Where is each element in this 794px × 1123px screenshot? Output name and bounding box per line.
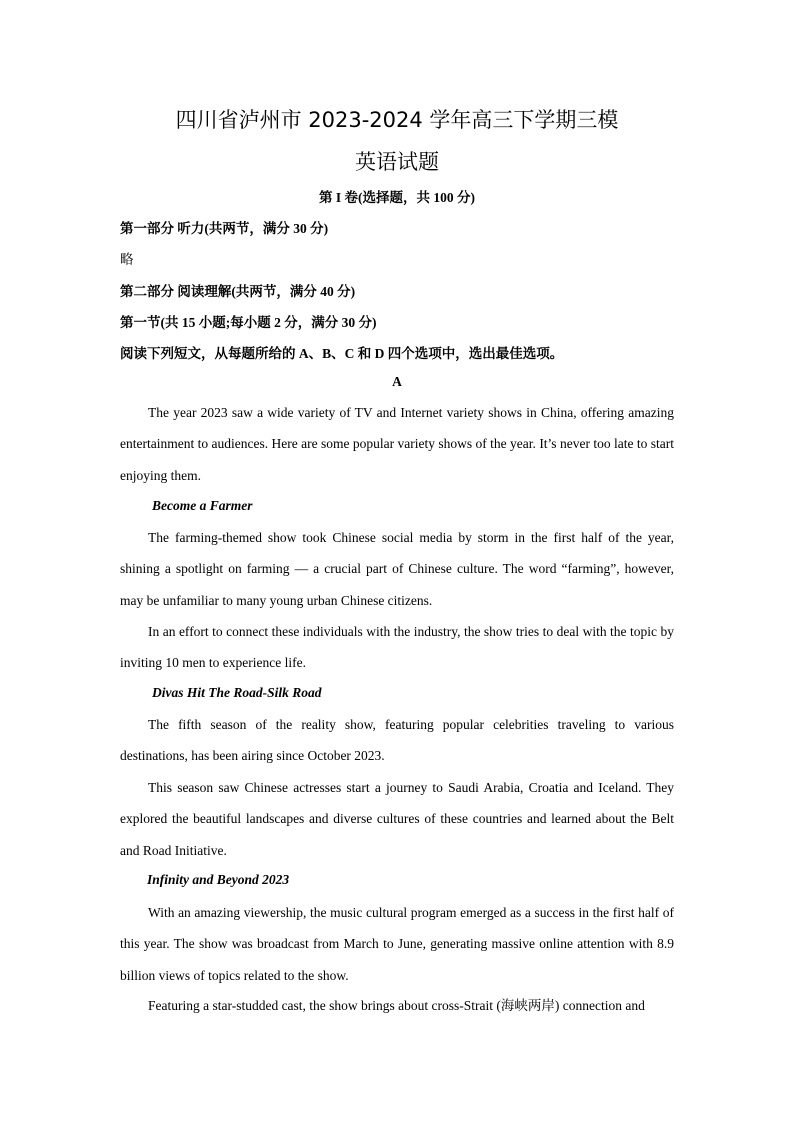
show-paragraph: Featuring a star-studded cast, the show brings about cross-Strait (海峡两岸) connection and (148, 998, 645, 1013)
show-paragraph: With an amazing viewership, the music cultural program emerged as a success in the first half of this year. The show was broadcast from March to June, generating massive online attention with 8.9 billion views of topics related to the show. (120, 905, 674, 983)
show-title: Infinity and Beyond 2023 (147, 872, 290, 887)
exam-subtitle: 英语试题 (355, 150, 439, 174)
show-paragraph: The farming-themed show took Chinese social media by storm in the first half of the year, shining a spotlight on farming — a crucial part of Chinese culture. The word “farming”, however, may be unfamiliar to many young urban Chinese citizens. (120, 530, 674, 608)
show-paragraph: This season saw Chinese actresses start a journey to Saudi Arabia, Croatia and Iceland. They explored the beautiful landscapes and diverse cultures of these countries and learned about the Belt and Road Initiative. (120, 780, 674, 858)
show-title: Divas Hit The Road-Silk Road (152, 685, 322, 700)
show-paragraph: In an effort to connect these individuals with the industry, the show tries to deal with the topic by inviting 10 men to experience life. (120, 624, 674, 671)
part1-note: 略 (120, 252, 134, 267)
passage-label: A (392, 374, 402, 389)
part1-heading: 第一部分 听力(共两节，满分 30 分) (120, 221, 329, 236)
show-paragraph: The fifth season of the reality show, featuring popular celebrities traveling to various destinations, has been airing since October 2023. (120, 717, 674, 764)
section-heading: 第一节(共 15 小题;每小题 2 分，满分 30 分) (120, 315, 377, 330)
volume-heading: 第 I 卷(选择题，共 100 分) (319, 190, 475, 205)
exam-title: 四川省泸州市 2023-2024 学年高三下学期三模 (175, 108, 619, 132)
passage-intro: The year 2023 saw a wide variety of TV and Internet variety shows in China, offering amazing entertainment to audiences. Here are some popular variety shows of the year. It’s never too late to start enjoying them. (120, 405, 674, 483)
show-title: Become a Farmer (152, 498, 253, 513)
part2-heading: 第二部分 阅读理解(共两节，满分 40 分) (120, 284, 356, 299)
instruction-text: 阅读下列短文，从每题所给的 A、B、C 和 D 四个选项中，选出最佳选项。 (120, 346, 564, 361)
